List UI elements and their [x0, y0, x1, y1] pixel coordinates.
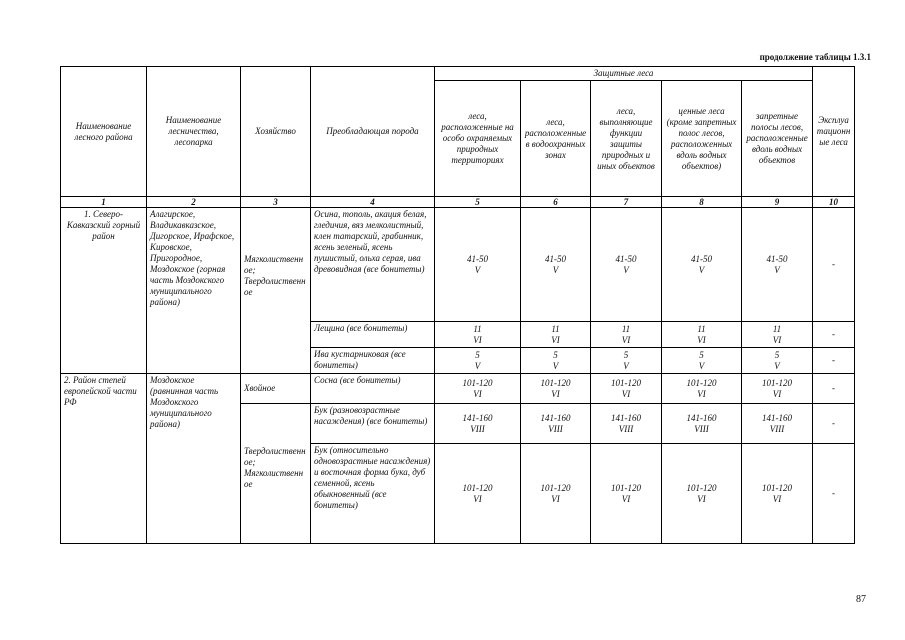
col-number: 8	[662, 197, 742, 208]
age-class-cell: 141-160 VIII	[435, 404, 521, 444]
age-class-cell: 41-50 V	[742, 208, 813, 322]
header-col10: Эксплуатационные леса	[813, 67, 855, 197]
age-class-cell: 141-160 VIII	[662, 404, 742, 444]
page-number: 87	[856, 594, 866, 605]
age-class-cell: 11 VI	[435, 322, 521, 348]
age-class-cell: 41-50 V	[591, 208, 662, 322]
exploit-cell: -	[813, 208, 855, 322]
col-number: 9	[742, 197, 813, 208]
age-class-cell: 101-120 VI	[662, 444, 742, 544]
header-col6: леса, расположенные в водоохранных зонах	[521, 81, 591, 197]
species-cell: Бук (относительно одновозрастные насаждения) и восточная форма бука, дуб семенной, ясень обыкновенный (все бонитеты)	[311, 444, 435, 544]
header-economy: Хозяйство	[241, 67, 311, 197]
col-number: 10	[813, 197, 855, 208]
col-number: 2	[147, 197, 241, 208]
age-class-cell: 101-120 VI	[662, 374, 742, 404]
age-class-cell: 141-160 VIII	[742, 404, 813, 444]
forestry-name: Алагирское, Владикавказское, Дигорское, Ирафское, Кировское, Пригородное, Моздокское (горная часть Моздокского муниципального района)	[147, 208, 241, 374]
age-class-cell: 11 VI	[662, 322, 742, 348]
species-cell: Ива кустарниковая (все бонитеты)	[311, 348, 435, 374]
header-col9: запретные полосы лесов, расположенные вдоль водных объектов	[742, 81, 813, 197]
age-class-cell: 11 VI	[521, 322, 591, 348]
exploit-cell: -	[813, 374, 855, 404]
age-class-cell: 101-120 VI	[591, 374, 662, 404]
col-number: 7	[591, 197, 662, 208]
col-number: 5	[435, 197, 521, 208]
table-caption: продолжение таблицы 1.3.1	[759, 52, 871, 62]
age-class-cell: 5 V	[662, 348, 742, 374]
economy-type: Твердолиственное; Мягколиственное	[241, 404, 311, 544]
forest-table	[60, 66, 855, 544]
region-name: 2. Район степей европейской части РФ	[61, 374, 147, 544]
species-cell: Бук (разновозрастные насаждения) (все бонитеты)	[311, 404, 435, 444]
age-class-cell: 101-120 VI	[521, 444, 591, 544]
age-class-cell: 101-120 VI	[521, 374, 591, 404]
age-class-cell: 5 V	[435, 348, 521, 374]
header-col7: леса, выполняющие функции защиты природных и иных объектов	[591, 81, 662, 197]
region-name: 1. Северо-Кавказский горный район	[61, 208, 147, 374]
table-row	[61, 208, 855, 322]
exploit-cell: -	[813, 348, 855, 374]
header-col5: леса, расположенные на особо охраняемых природных территориях	[435, 81, 521, 197]
column-number-row	[61, 197, 855, 208]
age-class-cell: 141-160 VIII	[591, 404, 662, 444]
economy-type: Мягколиственное; Твердолиственное	[241, 208, 311, 374]
age-class-cell: 5 V	[742, 348, 813, 374]
age-class-cell: 101-120 VI	[435, 374, 521, 404]
age-class-cell: 101-120 VI	[742, 374, 813, 404]
species-cell: Осина, тополь, акация белая, гледичия, вяз мелколистный, клен татарский, грабинник, ясень зеленый, ясень пушистый, ольха серая, ива древовидная (все бонитеты)	[311, 208, 435, 322]
col-number: 1	[61, 197, 147, 208]
economy-type: Хвойное	[241, 374, 311, 404]
age-class-cell: 41-50 V	[435, 208, 521, 322]
exploit-cell: -	[813, 404, 855, 444]
age-class-cell: 41-50 V	[521, 208, 591, 322]
age-class-cell: 5 V	[591, 348, 662, 374]
header-col8: ценные леса (кроме запретных полос лесов, расположенных вдоль водных объектов)	[662, 81, 742, 197]
col-number: 6	[521, 197, 591, 208]
header-region: Наименование лесного района	[61, 67, 147, 197]
age-class-cell: 11 VI	[742, 322, 813, 348]
age-class-cell: 5 V	[521, 348, 591, 374]
exploit-cell: -	[813, 444, 855, 544]
exploit-cell: -	[813, 322, 855, 348]
age-class-cell: 11 VI	[591, 322, 662, 348]
species-cell: Лещина (все бонитеты)	[311, 322, 435, 348]
species-cell: Сосна (все бонитеты)	[311, 374, 435, 404]
header-species: Преобладающая порода	[311, 67, 435, 197]
forestry-name: Моздокское (равнинная часть Моздокского муниципального района)	[147, 374, 241, 544]
header-protective-group: Защитные леса	[435, 67, 813, 81]
header-forestry: Наименование лесничества, лесопарка	[147, 67, 241, 197]
age-class-cell: 141-160 VIII	[521, 404, 591, 444]
age-class-cell: 101-120 VI	[742, 444, 813, 544]
age-class-cell: 101-120 VI	[591, 444, 662, 544]
col-number: 4	[311, 197, 435, 208]
age-class-cell: 41-50 V	[662, 208, 742, 322]
col-number: 3	[241, 197, 311, 208]
age-class-cell: 101-120 VI	[435, 444, 521, 544]
table-row	[61, 374, 855, 404]
